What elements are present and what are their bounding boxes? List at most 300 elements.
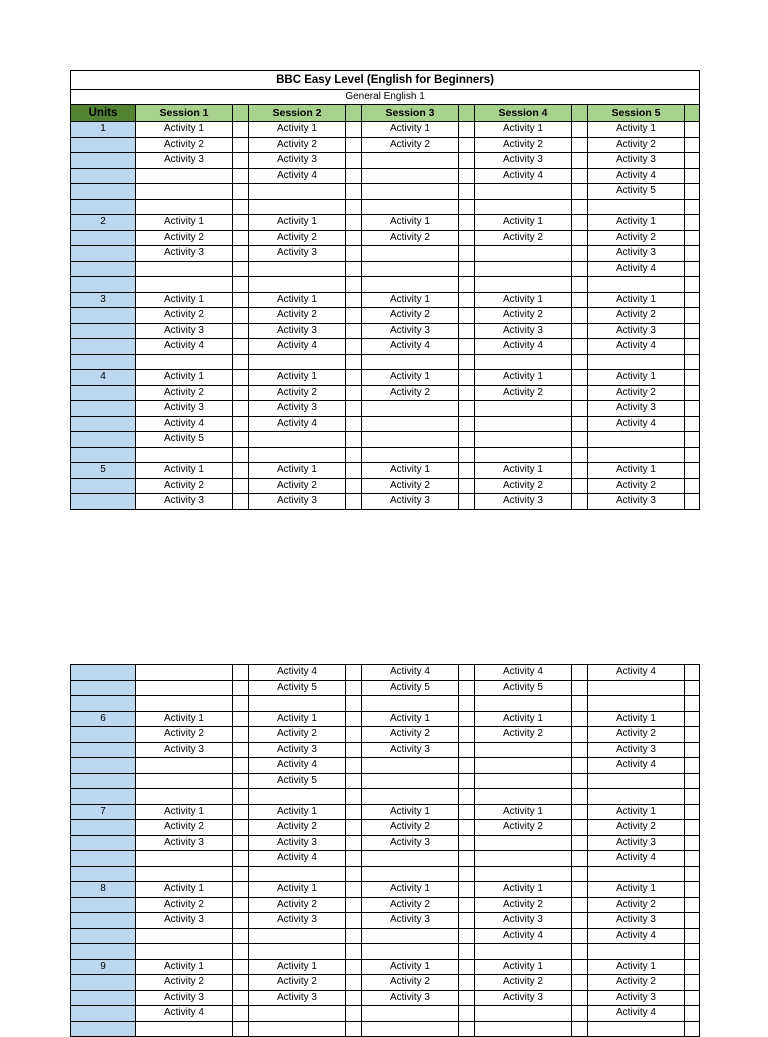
activity-cell: Activity 3 xyxy=(588,401,685,417)
activity-cell: Activity 2 xyxy=(475,727,572,743)
spacer-cell xyxy=(572,447,588,463)
activity-cell: Activity 3 xyxy=(136,323,233,339)
activity-cell: Activity 1 xyxy=(249,804,346,820)
activity-cell xyxy=(475,401,572,417)
activity-cell: Activity 2 xyxy=(249,137,346,153)
spacer-cell xyxy=(459,758,475,774)
spacer-cell xyxy=(572,215,588,231)
spacer-cell xyxy=(685,680,700,696)
spacer-cell xyxy=(685,494,700,510)
activity-cell xyxy=(249,789,346,805)
spacer-cell xyxy=(233,804,249,820)
spacer-cell xyxy=(685,804,700,820)
spacer-cell xyxy=(572,944,588,960)
spacer-cell xyxy=(685,727,700,743)
spacer-cell xyxy=(346,975,362,991)
spacer-cell xyxy=(572,246,588,262)
spacer-cell xyxy=(685,975,700,991)
activity-cell: Activity 2 xyxy=(362,230,459,246)
activity-cell: Activity 1 xyxy=(588,959,685,975)
unit-cell xyxy=(71,277,136,293)
spacer-cell xyxy=(685,339,700,355)
activity-cell: Activity 4 xyxy=(588,1006,685,1022)
activity-cell: Activity 1 xyxy=(362,215,459,231)
header-gap xyxy=(572,105,588,122)
activity-cell: Activity 2 xyxy=(249,478,346,494)
activity-cell xyxy=(475,447,572,463)
unit-cell xyxy=(71,680,136,696)
activity-cell xyxy=(475,277,572,293)
activity-cell xyxy=(136,354,233,370)
spacer-cell xyxy=(459,277,475,293)
activity-cell: Activity 3 xyxy=(475,990,572,1006)
activity-cell xyxy=(362,944,459,960)
activity-cell: Activity 2 xyxy=(249,897,346,913)
spacer-cell xyxy=(346,385,362,401)
spacer-cell xyxy=(346,339,362,355)
activity-cell: Activity 2 xyxy=(475,820,572,836)
spacer-cell xyxy=(572,928,588,944)
activity-cell xyxy=(136,277,233,293)
activity-cell: Activity 2 xyxy=(362,308,459,324)
table-row xyxy=(71,820,700,836)
spacer-cell xyxy=(459,851,475,867)
activity-cell xyxy=(475,866,572,882)
activity-cell xyxy=(362,851,459,867)
spacer-cell xyxy=(346,230,362,246)
activity-cell: Activity 2 xyxy=(475,385,572,401)
spacer-cell xyxy=(233,370,249,386)
header-session-2: Session 2 xyxy=(249,105,346,122)
unit-cell xyxy=(71,323,136,339)
spacer-cell xyxy=(346,215,362,231)
activity-cell: Activity 3 xyxy=(136,990,233,1006)
activity-cell xyxy=(475,354,572,370)
activity-cell: Activity 1 xyxy=(588,215,685,231)
activity-cell xyxy=(475,944,572,960)
activity-cell: Activity 2 xyxy=(362,385,459,401)
unit-cell xyxy=(71,835,136,851)
spacer-cell xyxy=(346,137,362,153)
activity-cell: Activity 3 xyxy=(588,990,685,1006)
activity-cell xyxy=(136,680,233,696)
spacer-cell xyxy=(685,401,700,417)
spacer-cell xyxy=(233,944,249,960)
header-session-1: Session 1 xyxy=(136,105,233,122)
spacer-cell xyxy=(459,928,475,944)
activity-cell xyxy=(249,944,346,960)
activity-cell: Activity 2 xyxy=(362,975,459,991)
activity-cell: Activity 1 xyxy=(249,711,346,727)
unit-cell xyxy=(71,851,136,867)
activity-cell: Activity 3 xyxy=(249,401,346,417)
activity-cell xyxy=(249,199,346,215)
activity-cell xyxy=(362,432,459,448)
activity-cell xyxy=(475,789,572,805)
spacer-cell xyxy=(346,370,362,386)
spacer-cell xyxy=(685,835,700,851)
spacer-cell xyxy=(233,1021,249,1037)
activity-cell: Activity 2 xyxy=(249,385,346,401)
spacer-cell xyxy=(346,866,362,882)
activity-cell xyxy=(588,354,685,370)
spacer-cell xyxy=(346,742,362,758)
spacer-cell xyxy=(685,820,700,836)
spacer-cell xyxy=(459,959,475,975)
spacer-cell xyxy=(572,696,588,712)
spacer-cell xyxy=(459,261,475,277)
spacer-cell xyxy=(233,494,249,510)
activity-cell: Activity 2 xyxy=(136,308,233,324)
activity-cell: Activity 3 xyxy=(136,913,233,929)
activity-cell xyxy=(136,696,233,712)
sheet-title: BBC Easy Level (English for Beginners) xyxy=(71,71,700,90)
spacer-cell xyxy=(459,680,475,696)
spacer-cell xyxy=(233,230,249,246)
unit-cell xyxy=(71,137,136,153)
activity-cell xyxy=(475,184,572,200)
activity-cell: Activity 4 xyxy=(362,339,459,355)
activity-cell xyxy=(362,789,459,805)
spacer-cell xyxy=(685,1006,700,1022)
spacer-cell xyxy=(346,928,362,944)
activity-cell: Activity 4 xyxy=(249,758,346,774)
activity-cell xyxy=(249,432,346,448)
activity-cell: Activity 4 xyxy=(249,665,346,681)
spacer-cell xyxy=(346,727,362,743)
activity-cell: Activity 4 xyxy=(588,339,685,355)
activity-cell: Activity 3 xyxy=(588,153,685,169)
spacer-cell xyxy=(572,478,588,494)
spacer-cell xyxy=(459,820,475,836)
spacer-cell xyxy=(459,184,475,200)
activity-cell: Activity 2 xyxy=(136,820,233,836)
spacer-cell xyxy=(346,168,362,184)
activity-cell: Activity 1 xyxy=(136,370,233,386)
unit-cell: 3 xyxy=(71,292,136,308)
activity-cell: Activity 2 xyxy=(475,478,572,494)
spacer-cell xyxy=(346,758,362,774)
activity-cell xyxy=(249,261,346,277)
unit-cell xyxy=(71,246,136,262)
activity-cell: Activity 1 xyxy=(136,711,233,727)
spacer-cell xyxy=(685,913,700,929)
spacer-cell xyxy=(459,711,475,727)
activity-cell: Activity 3 xyxy=(588,246,685,262)
activity-cell: Activity 2 xyxy=(588,137,685,153)
spacer-cell xyxy=(459,1006,475,1022)
table-row xyxy=(71,137,700,153)
activity-cell: Activity 3 xyxy=(362,742,459,758)
activity-cell: Activity 2 xyxy=(475,137,572,153)
spacer-cell xyxy=(572,820,588,836)
spacer-cell xyxy=(233,199,249,215)
activity-cell: Activity 3 xyxy=(136,401,233,417)
spacer-cell xyxy=(572,835,588,851)
activity-cell: Activity 3 xyxy=(249,742,346,758)
activity-cell xyxy=(249,696,346,712)
table-row xyxy=(71,401,700,417)
spacer-cell xyxy=(459,122,475,138)
activity-cell: Activity 1 xyxy=(249,959,346,975)
spacer-cell xyxy=(233,1006,249,1022)
activity-cell: Activity 1 xyxy=(588,711,685,727)
spacer-cell xyxy=(346,696,362,712)
spacer-cell xyxy=(459,665,475,681)
activity-cell xyxy=(362,354,459,370)
spacer-cell xyxy=(459,742,475,758)
activity-cell: Activity 3 xyxy=(588,742,685,758)
activity-cell xyxy=(588,866,685,882)
spacer-cell xyxy=(685,292,700,308)
spacer-cell xyxy=(346,1006,362,1022)
spacer-cell xyxy=(685,354,700,370)
spacer-cell xyxy=(346,665,362,681)
activity-cell: Activity 3 xyxy=(136,246,233,262)
spacer-cell xyxy=(572,742,588,758)
spacer-cell xyxy=(233,897,249,913)
activity-cell xyxy=(475,835,572,851)
activity-cell xyxy=(588,680,685,696)
spacer-cell xyxy=(233,975,249,991)
activity-cell xyxy=(588,1021,685,1037)
table-row xyxy=(71,447,700,463)
unit-cell xyxy=(71,447,136,463)
spacer-cell xyxy=(685,385,700,401)
header-row xyxy=(71,105,700,122)
activity-cell: Activity 4 xyxy=(475,168,572,184)
spacer-cell xyxy=(572,277,588,293)
activity-cell: Activity 1 xyxy=(362,292,459,308)
spacer-cell xyxy=(685,137,700,153)
activity-cell: Activity 1 xyxy=(588,804,685,820)
unit-cell xyxy=(71,1006,136,1022)
unit-cell xyxy=(71,820,136,836)
spacer-cell xyxy=(233,122,249,138)
table-row xyxy=(71,168,700,184)
table-body xyxy=(71,665,700,1037)
unit-cell xyxy=(71,432,136,448)
activity-cell xyxy=(249,928,346,944)
spacer-cell xyxy=(346,959,362,975)
spacer-cell xyxy=(572,168,588,184)
activity-cell: Activity 1 xyxy=(136,463,233,479)
spacer-cell xyxy=(346,292,362,308)
spacer-cell xyxy=(346,323,362,339)
activity-cell xyxy=(249,866,346,882)
spacer-cell xyxy=(459,385,475,401)
activity-cell: Activity 3 xyxy=(136,742,233,758)
activity-cell xyxy=(475,758,572,774)
activity-cell xyxy=(362,866,459,882)
activity-cell: Activity 2 xyxy=(588,975,685,991)
spacer-cell xyxy=(572,199,588,215)
spacer-cell xyxy=(459,882,475,898)
spacer-cell xyxy=(572,432,588,448)
activity-cell xyxy=(362,168,459,184)
spacer-cell xyxy=(346,153,362,169)
activity-cell: Activity 1 xyxy=(362,711,459,727)
spacer-cell xyxy=(346,416,362,432)
activity-cell: Activity 3 xyxy=(362,494,459,510)
spacer-cell xyxy=(346,246,362,262)
activity-cell xyxy=(475,851,572,867)
activity-cell xyxy=(249,354,346,370)
spacer-cell xyxy=(233,696,249,712)
activity-cell xyxy=(136,773,233,789)
unit-cell xyxy=(71,944,136,960)
activity-cell: Activity 4 xyxy=(588,168,685,184)
activity-cell: Activity 4 xyxy=(136,1006,233,1022)
spacer-cell xyxy=(346,354,362,370)
spacer-cell xyxy=(685,277,700,293)
activity-cell xyxy=(249,1006,346,1022)
activity-cell xyxy=(136,1021,233,1037)
activity-cell xyxy=(136,168,233,184)
table-row xyxy=(71,122,700,138)
spacer-cell xyxy=(233,820,249,836)
activity-cell: Activity 1 xyxy=(136,959,233,975)
spacer-cell xyxy=(233,789,249,805)
spacer-cell xyxy=(233,928,249,944)
spacer-cell xyxy=(346,711,362,727)
activity-cell: Activity 2 xyxy=(588,478,685,494)
table-row xyxy=(71,680,700,696)
activity-cell: Activity 2 xyxy=(362,478,459,494)
spacer-cell xyxy=(685,789,700,805)
spacer-cell xyxy=(233,308,249,324)
table-row xyxy=(71,897,700,913)
spacer-cell xyxy=(459,897,475,913)
table-row xyxy=(71,866,700,882)
activity-cell xyxy=(475,432,572,448)
activity-cell: Activity 1 xyxy=(475,215,572,231)
activity-cell: Activity 2 xyxy=(249,308,346,324)
activity-cell: Activity 2 xyxy=(588,308,685,324)
spacer-cell xyxy=(233,773,249,789)
spacer-cell xyxy=(233,153,249,169)
spacer-cell xyxy=(233,385,249,401)
activity-cell: Activity 2 xyxy=(475,308,572,324)
unit-cell xyxy=(71,308,136,324)
activity-cell xyxy=(475,1021,572,1037)
spacer-cell xyxy=(459,199,475,215)
spacer-cell xyxy=(346,494,362,510)
activity-cell: Activity 3 xyxy=(249,494,346,510)
unit-cell xyxy=(71,758,136,774)
spacer-cell xyxy=(685,897,700,913)
activity-cell xyxy=(588,199,685,215)
spacer-cell xyxy=(459,416,475,432)
spacer-cell xyxy=(572,354,588,370)
spacer-cell xyxy=(459,230,475,246)
activity-cell xyxy=(362,199,459,215)
header-units: Units xyxy=(71,105,136,122)
activity-cell xyxy=(475,246,572,262)
spacer-cell xyxy=(459,773,475,789)
activity-cell: Activity 1 xyxy=(136,882,233,898)
activity-cell xyxy=(136,928,233,944)
spacer-cell xyxy=(346,882,362,898)
spacer-cell xyxy=(233,882,249,898)
unit-cell xyxy=(71,696,136,712)
activity-cell: Activity 1 xyxy=(362,959,459,975)
spacer-cell xyxy=(459,246,475,262)
table-row xyxy=(71,153,700,169)
activity-cell xyxy=(136,789,233,805)
activity-cell: Activity 3 xyxy=(136,835,233,851)
activity-cell: Activity 1 xyxy=(475,292,572,308)
spacer-cell xyxy=(572,292,588,308)
activity-cell: Activity 4 xyxy=(249,851,346,867)
spacer-cell xyxy=(572,230,588,246)
spacer-cell xyxy=(685,711,700,727)
activity-cell xyxy=(588,277,685,293)
unit-cell xyxy=(71,773,136,789)
spacer-cell xyxy=(233,215,249,231)
activity-cell xyxy=(588,773,685,789)
spacer-cell xyxy=(459,975,475,991)
activity-cell xyxy=(136,199,233,215)
spacer-cell xyxy=(572,308,588,324)
spacer-cell xyxy=(685,184,700,200)
spacer-cell xyxy=(685,230,700,246)
spacer-cell xyxy=(233,168,249,184)
unit-cell xyxy=(71,261,136,277)
spacer-cell xyxy=(459,401,475,417)
spacer-cell xyxy=(685,463,700,479)
unit-cell xyxy=(71,478,136,494)
spacer-cell xyxy=(459,804,475,820)
table-row xyxy=(71,1006,700,1022)
spacer-cell xyxy=(346,789,362,805)
activity-cell: Activity 2 xyxy=(136,230,233,246)
activity-cell: Activity 4 xyxy=(136,339,233,355)
activity-cell: Activity 2 xyxy=(136,727,233,743)
activity-cell: Activity 3 xyxy=(588,913,685,929)
activity-cell: Activity 1 xyxy=(588,370,685,386)
unit-cell xyxy=(71,789,136,805)
activity-cell: Activity 4 xyxy=(588,928,685,944)
activity-cell xyxy=(362,277,459,293)
activity-cell: Activity 2 xyxy=(362,727,459,743)
activity-cell: Activity 4 xyxy=(249,416,346,432)
spacer-cell xyxy=(346,463,362,479)
activity-cell: Activity 4 xyxy=(136,416,233,432)
spacer-cell xyxy=(685,168,700,184)
spacer-cell xyxy=(685,665,700,681)
spacer-cell xyxy=(233,866,249,882)
spacer-cell xyxy=(346,447,362,463)
activity-cell: Activity 1 xyxy=(362,463,459,479)
spacer-cell xyxy=(685,944,700,960)
spacer-cell xyxy=(572,975,588,991)
unit-cell xyxy=(71,990,136,1006)
activity-cell: Activity 4 xyxy=(588,758,685,774)
activity-cell: Activity 3 xyxy=(362,835,459,851)
activity-cell: Activity 5 xyxy=(249,773,346,789)
unit-cell xyxy=(71,230,136,246)
activity-cell: Activity 5 xyxy=(136,432,233,448)
activity-cell: Activity 2 xyxy=(588,897,685,913)
header-session-3: Session 3 xyxy=(362,105,459,122)
unit-cell: 4 xyxy=(71,370,136,386)
activity-cell xyxy=(475,696,572,712)
activity-cell: Activity 5 xyxy=(249,680,346,696)
activity-cell: Activity 2 xyxy=(362,897,459,913)
spacer-cell xyxy=(233,339,249,355)
activity-cell: Activity 4 xyxy=(588,416,685,432)
